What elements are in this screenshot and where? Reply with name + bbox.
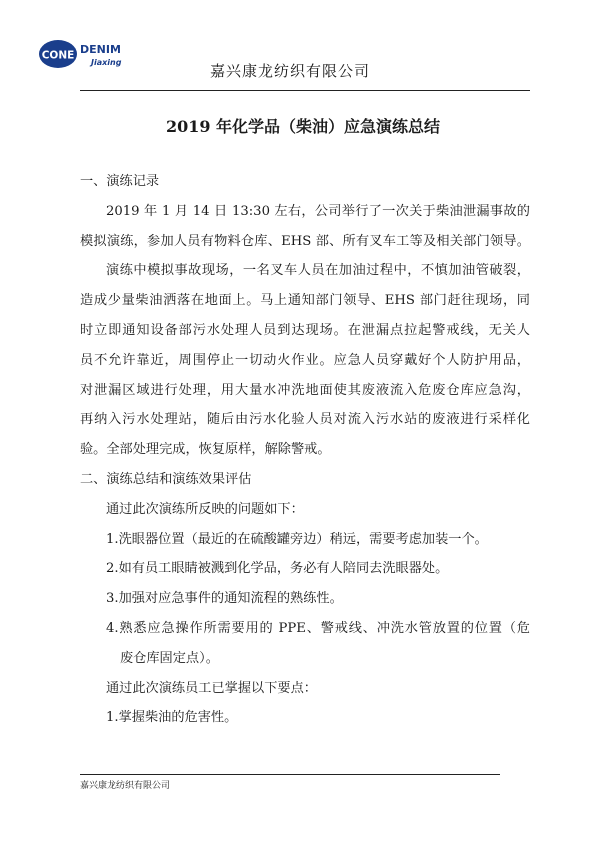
paragraph-line: 时立即通知设备部污水处理人员到达现场。在泄漏点拉起警戒线，无关人 bbox=[80, 322, 530, 338]
paragraph-line: 造成少量柴油洒落在地面上。马上通知部门领导、EHS 部门赶往现场，同 bbox=[80, 293, 530, 309]
footer-company-name: 嘉兴康龙纺织有限公司 bbox=[80, 781, 171, 791]
paragraph-line: 废仓库固定点）。 bbox=[120, 650, 219, 666]
paragraph-line: 再纳入污水处理站，随后由污水化验人员对流入污水站的废液进行采样化 bbox=[80, 412, 530, 428]
paragraph-line: 演练中模拟事故现场，一名叉车人员在加油过程中，不慎加油管破裂， bbox=[106, 263, 530, 279]
section-heading: 二、演练总结和演练效果评估 bbox=[80, 471, 252, 487]
logo-word-denim: DENIM bbox=[80, 43, 121, 56]
footer-divider bbox=[80, 774, 500, 775]
cone-denim-logo bbox=[38, 38, 143, 70]
paragraph-line: 通过此次演练所反映的问题如下： bbox=[106, 501, 304, 517]
paragraph-line: 1.掌握柴油的危害性。 bbox=[106, 710, 238, 726]
paragraph-line: 验。全部处理完成，恢复原样，解除警戒。 bbox=[80, 442, 331, 458]
paragraph-line: 4.熟悉应急操作所需要用的 PPE、警戒线、冲洗水管放置的位置（危 bbox=[106, 620, 530, 636]
paragraph-line: 对泄漏区域进行处理，用大量水冲洗地面使其废液流入危废仓库应急沟， bbox=[80, 382, 530, 398]
document-body bbox=[80, 167, 530, 733]
paragraph-line: 通过此次演练员工已掌握以下要点： bbox=[106, 680, 317, 696]
paragraph-line: 2.如有员工眼睛被溅到化学品，务必有人陪同去洗眼器处。 bbox=[106, 561, 449, 577]
logo-word-jiaxing: Jiaxing bbox=[91, 58, 122, 67]
paragraph-line: 员不允许靠近，周围停止一切动火作业。应急人员穿戴好个人防护用品， bbox=[80, 352, 530, 368]
paragraph-line: 2019 年 1 月 14 日 13:30 左右，公司举行了一次关于柴油泄漏事故的 bbox=[106, 203, 530, 219]
section-heading: 一、演练记录 bbox=[80, 174, 160, 189]
paragraph-line: 3.加强对应急事件的通知流程的熟练性。 bbox=[106, 591, 343, 607]
paragraph-line: 模拟演练，参加人员有物料仓库、EHS 部、所有叉车工等及相关部门领导。 bbox=[80, 233, 530, 249]
paragraph-line: 1.洗眼器位置（最近的在硫酸罐旁边）稍远，需要考虑加装一个。 bbox=[106, 531, 488, 547]
header-company-name: 嘉兴康龙纺织有限公司 bbox=[210, 62, 371, 80]
header-divider bbox=[80, 90, 530, 91]
logo-word-cone: CONE bbox=[41, 49, 75, 62]
document-title: 2019 年化学品（柴油）应急演练总结 bbox=[165, 117, 441, 136]
